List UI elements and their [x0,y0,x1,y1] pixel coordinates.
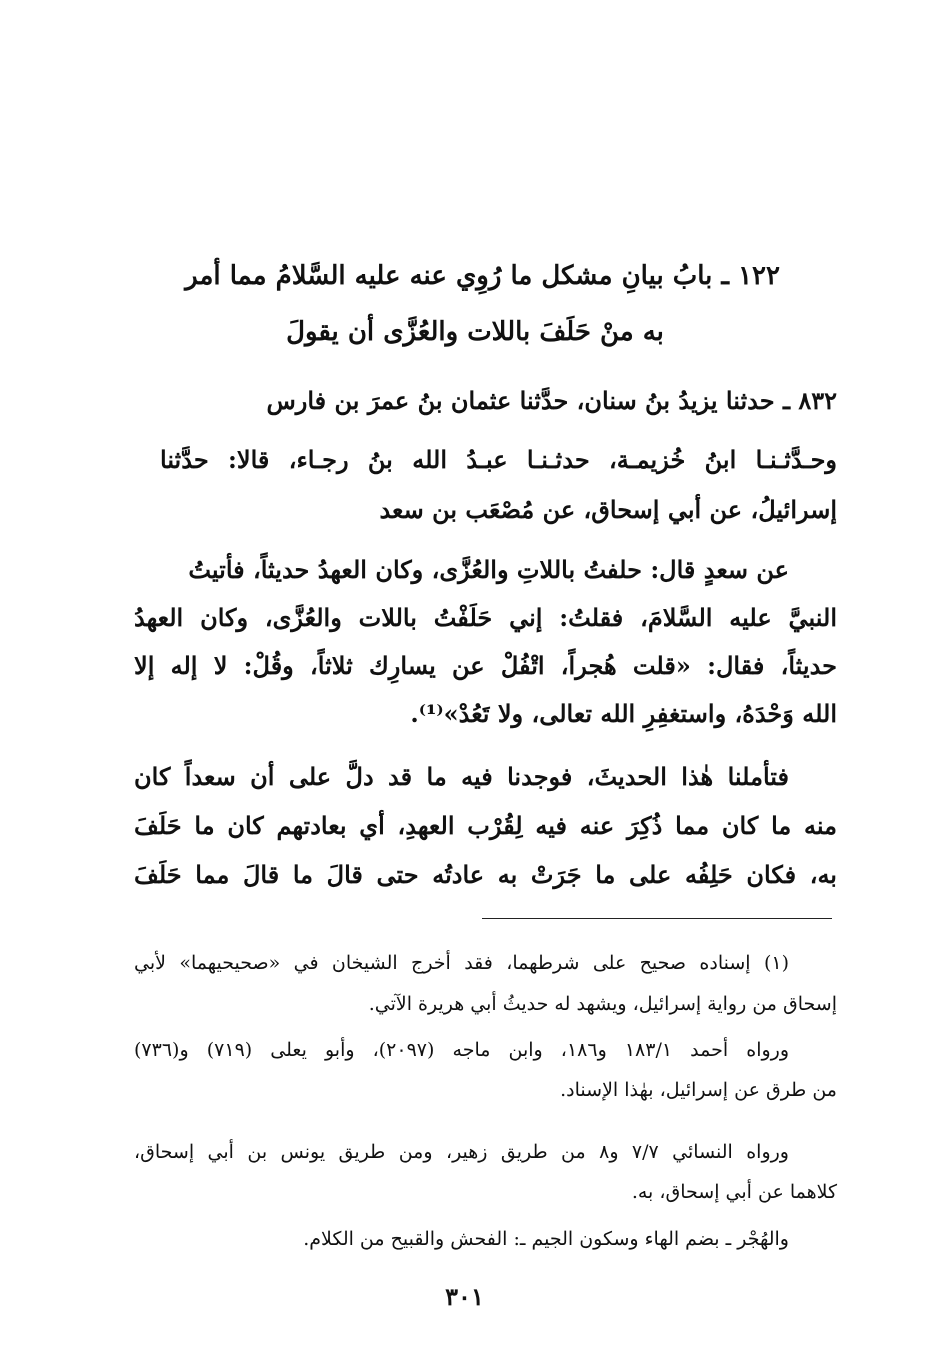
footnote-3-line-1: ورواه النسائي ٧/٧ و٨ من طريق زهير، ومن طريق يونس بن أبي إسحاق، [134,1141,789,1163]
chapter-title-line-1: ١٢٢ ـ بابُ بيانِ مشكل ما رُوِي عنه عليه السَّلامُ مما أمر [185,261,780,291]
matn-line-3: حديثاً، فقال: «قلت هُجراً، اتْفُلْ عن يسارِك ثلاثاً، وقُلْ: لا إله إلا [134,651,837,680]
isnad-line-2: وحـدَّثـنـا ابنُ خُزيمـة، حدثـنـا عبـدُ الله بنُ رجـاء، قالا: حدَّثنا [160,445,837,474]
footnote-2-line-2: من طرق عن إسرائيل، بهٰذا الإسناد. [560,1079,837,1101]
footnote-3-line-2: كلاهما عن أبي إسحاق، به. [631,1181,837,1203]
footnote-divider [482,918,832,919]
chapter-title-line-2: به منْ حَلَفَ باللات والعُزَّى أن يقولَ [286,317,664,347]
commentary-line-2: منه ما كان مما ذُكِرَ عنه فيه لِقُرْب العهدِ، أي بعادتهم كان ما حَلَفَ [134,811,837,840]
page-number: ٣٠١ [445,1282,484,1311]
matn-line-2: النبيَّ عليه السَّلامَ، فقلتُ: إني حَلَفْتُ باللات والعُزَّى، وكان العهدُ [134,603,837,632]
isnad-line-3: إسرائيلُ، عن أبي إسحاق، عن مُصْعَب بن سعد [379,495,837,524]
isnad-line-1: ٨٣٢ ـ حدثنا يزيدُ بنُ سنان، حدَّثنا عثمان بنُ عمرَ بن فارس [266,386,837,415]
commentary-line-1: فتأملنا هٰذا الحديثَ، فوجدنا فيه ما قد دلَّ على أن سعداً كان [134,762,789,791]
footnote-1-line-1: (١) إسناده صحيح على شرطهما، فقد أخرج الشيخان في «صحيحيهما» لأبي [134,952,789,974]
matn-line-4: الله وَحْدَهُ، واستغفِرِ الله تعالى، ولا تَعُدْ»⁽¹⁾. [410,699,837,728]
commentary-line-3: به، فكان حَلِفُه على ما جَرَتْ به عادتُه حتى قالَ ما قالَ مما حَلَفَ [134,860,837,889]
footnote-2-line-1: ورواه أحمد ١٨٣/١ و١٨٦، وابن ماجه (٢٠٩٧)، وأبو يعلى (٧١٩) و(٧٣٦) [134,1039,790,1061]
matn-line-1: عن سعدٍ قال: حلفتُ باللاتِ والعُزَّى، وكان العهدُ حديثاً، فأتيتُ [188,555,789,584]
footnote-4-line-1: والهُجْر ـ بضم الهاء وسكون الجيم ـ: الفحش والقبيح من الكلام. [303,1228,789,1250]
footnote-1-line-2: إسحاق من رواية إسرائيل، ويشهد له حديثُ أبي هريرة الآتي. [368,993,837,1015]
